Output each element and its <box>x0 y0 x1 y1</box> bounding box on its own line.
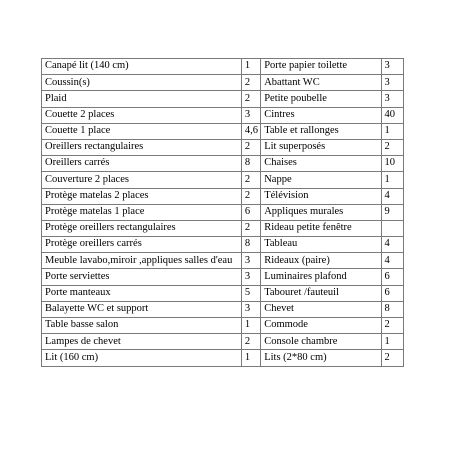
table-row <box>42 253 404 269</box>
table-row <box>42 59 404 75</box>
item-quantity-cell: 2 <box>381 350 403 366</box>
item-quantity-cell: 2 <box>241 188 260 204</box>
item-name-cell: Cintres <box>261 107 381 123</box>
table-row <box>42 156 404 172</box>
item-name-cell: Balayette WC et support <box>42 301 242 317</box>
item-quantity-cell: 2 <box>241 91 260 107</box>
item-name-cell: Canapé lit (140 cm) <box>42 59 242 75</box>
item-quantity-cell: 5 <box>241 285 260 301</box>
item-quantity-cell: 1 <box>241 59 260 75</box>
item-name-cell: Table et rallonges <box>261 123 381 139</box>
item-name-cell: Chaises <box>261 156 381 172</box>
item-quantity-cell: 1 <box>381 123 403 139</box>
item-quantity-cell: 3 <box>381 75 403 91</box>
item-quantity-cell: 2 <box>381 139 403 155</box>
table-row <box>42 334 404 350</box>
item-quantity-cell: 2 <box>241 334 260 350</box>
item-name-cell: Plaid <box>42 91 242 107</box>
item-name-cell: Table basse salon <box>42 318 242 334</box>
item-name-cell: Protège oreillers rectangulaires <box>42 220 242 236</box>
item-name-cell: Oreillers rectangulaires <box>42 139 242 155</box>
table-row <box>42 139 404 155</box>
item-name-cell: Protège matelas 1 place <box>42 204 242 220</box>
item-name-cell: Rideaux (paire) <box>261 253 381 269</box>
item-quantity-cell: 3 <box>381 91 403 107</box>
table-row <box>42 172 404 188</box>
item-name-cell: Protège oreillers carrés <box>42 237 242 253</box>
table-row <box>42 301 404 317</box>
item-quantity-cell: 4 <box>381 237 403 253</box>
item-name-cell: Lampes de chevet <box>42 334 242 350</box>
item-name-cell: Télévision <box>261 188 381 204</box>
inventory-table <box>41 58 404 367</box>
item-name-cell: Porte manteaux <box>42 285 242 301</box>
item-quantity-cell: 9 <box>381 204 403 220</box>
item-quantity-cell: 6 <box>381 269 403 285</box>
item-quantity-cell: 3 <box>241 107 260 123</box>
item-name-cell: Tableau <box>261 237 381 253</box>
item-name-cell: Porte serviettes <box>42 269 242 285</box>
table-row <box>42 123 404 139</box>
item-name-cell: Couette 1 place <box>42 123 242 139</box>
item-name-cell: Lit superposés <box>261 139 381 155</box>
table-row <box>42 75 404 91</box>
item-name-cell: Luminaires plafond <box>261 269 381 285</box>
item-name-cell: Appliques murales <box>261 204 381 220</box>
item-quantity-cell: 6 <box>381 285 403 301</box>
item-name-cell: Rideau petite fenêtre <box>261 220 381 236</box>
item-name-cell: Petite poubelle <box>261 91 381 107</box>
item-quantity-cell: 2 <box>241 75 260 91</box>
item-name-cell: Nappe <box>261 172 381 188</box>
item-quantity-cell: 4 <box>381 188 403 204</box>
table-row <box>42 237 404 253</box>
item-quantity-cell: 1 <box>241 318 260 334</box>
item-name-cell: Lit (160 cm) <box>42 350 242 366</box>
item-name-cell: Meuble lavabo,miroir ,appliques salles d'eau <box>42 253 242 269</box>
table-row <box>42 107 404 123</box>
item-name-cell: Console chambre <box>261 334 381 350</box>
table-row <box>42 318 404 334</box>
item-name-cell: Oreillers carrés <box>42 156 242 172</box>
table-row <box>42 350 404 366</box>
item-name-cell: Protège matelas 2 places <box>42 188 242 204</box>
item-name-cell: Porte papier toilette <box>261 59 381 75</box>
table-row <box>42 220 404 236</box>
item-name-cell: Commode <box>261 318 381 334</box>
item-quantity-cell: 2 <box>241 220 260 236</box>
table-row <box>42 204 404 220</box>
item-name-cell: Lits (2*80 cm) <box>261 350 381 366</box>
item-quantity-cell: 10 <box>381 156 403 172</box>
item-quantity-cell: 3 <box>241 301 260 317</box>
table-row <box>42 269 404 285</box>
item-name-cell: Chevet <box>261 301 381 317</box>
item-quantity-cell: 3 <box>241 253 260 269</box>
item-quantity-cell: 2 <box>241 139 260 155</box>
item-name-cell: Couverture 2 places <box>42 172 242 188</box>
item-quantity-cell: 4,6 <box>241 123 260 139</box>
item-quantity-cell: 40 <box>381 107 403 123</box>
item-quantity-cell: 1 <box>241 350 260 366</box>
item-name-cell: Couette 2 places <box>42 107 242 123</box>
inventory-table-body <box>42 59 404 367</box>
item-quantity-cell: 1 <box>381 172 403 188</box>
item-name-cell: Tabouret /fauteuil <box>261 285 381 301</box>
item-quantity-cell: 8 <box>241 237 260 253</box>
item-quantity-cell: 8 <box>381 301 403 317</box>
item-quantity-cell: 8 <box>241 156 260 172</box>
item-name-cell: Abattant WC <box>261 75 381 91</box>
item-quantity-cell: 4 <box>381 253 403 269</box>
table-row <box>42 188 404 204</box>
item-quantity-cell: 3 <box>381 59 403 75</box>
item-name-cell: Coussin(s) <box>42 75 242 91</box>
item-quantity-cell: 3 <box>241 269 260 285</box>
table-row <box>42 285 404 301</box>
item-quantity-cell: 2 <box>241 172 260 188</box>
item-quantity-cell: 6 <box>241 204 260 220</box>
item-quantity-cell: 1 <box>381 334 403 350</box>
item-quantity-cell: 2 <box>381 318 403 334</box>
item-quantity-cell <box>381 220 403 236</box>
table-row <box>42 91 404 107</box>
